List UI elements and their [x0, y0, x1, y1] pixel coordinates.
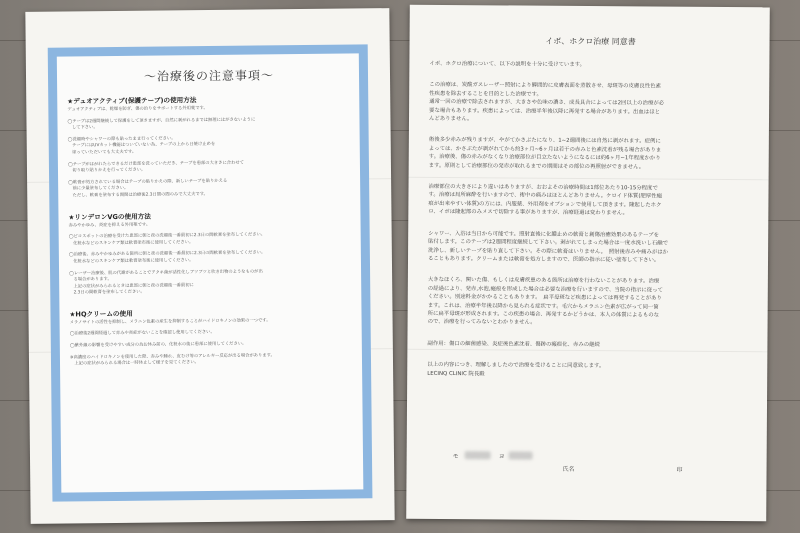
consent-line: 所に扁平母斑が形成されます。この疾患の場合、再発するかどうかは、本人の体質によるものな: [427, 310, 660, 319]
aftercare-instructions-sheet: [25, 8, 394, 524]
section-heading: ★デュオアクティブ(保護テープ)の使用方法: [67, 96, 197, 106]
instruction-line: る場合があります。: [69, 277, 112, 283]
instruction-line: 赤みやかゆみ、炎症を抑える外用薬です。: [68, 222, 151, 229]
signature-label: 氏名: [562, 465, 575, 473]
consent-line: す。治療後、傷の赤みがなくなり治療部位が目立たないようになるには約6ヶ月~1年程度かかり: [428, 154, 661, 162]
consent-line: 以上の内容につき、理解しましたので治療を受けることに同意致します。: [427, 362, 605, 370]
instruction-line: 2.3日の間軟膏を塗布してください。: [69, 289, 145, 296]
consent-line: んどありません。: [428, 115, 473, 123]
consent-line: ので、治療を行ってみないとわかりません。: [427, 319, 536, 326]
section-heading: ★HQクリームの使用: [69, 309, 133, 319]
consent-line: 痕が出来やすい体質)の方には、内服薬、外用剤をオプションで使用して頂きます。隆起したホク: [428, 200, 662, 209]
instruction-line: して下さい。: [67, 125, 98, 131]
instruction-line: 切り取り貼りかえを行ってください。: [67, 167, 146, 174]
consent-line: ください。別途料金がかかることもあります。 扁平母斑など疾患によっては再発することがあり: [427, 294, 662, 302]
instruction-line: ◯紫外線の影響を受けやすい成分の為お休み前の、化粧水の後に患部に使用してください。: [69, 341, 247, 349]
instruction-line: 前に少量塗布してください。: [68, 186, 129, 192]
instruction-line: ◯治療後2週間経過して赤みや炎症がないことを確認し使用してください。: [69, 330, 215, 337]
instruction-line: テープにはUVカット機能はついていない為、テープの上から日焼け止めを: [67, 142, 216, 149]
instruction-line: 上記の症状がみられるときは患部に朝と夜の洗顔後一番最初に: [69, 282, 194, 290]
handwritten-fragment: モ: [452, 453, 459, 461]
consent-line: 通常一回の治療で除去されますが、大きさや色味の濃さ、成長具合によっては2回以上の治療が必: [429, 99, 665, 107]
consent-line: この治療は、炭酸ガスレーザー照射により瞬間的に皮膚表面を蒸散させ、母斑等の皮膚良性色素: [429, 82, 661, 90]
consent-line: の経過により、発赤,水泡,瘢痕を形成した場合は必要な治療を行いますので、当院の指示に従って: [427, 285, 663, 294]
instruction-line: 化粧水などのスキンケア類は軟膏塗布後に使用してください。: [68, 258, 194, 265]
instruction-line: メラノサイトの活性を抑制し、メラニン色素の産生を抑制することがハイドロキノンの効果の一つです。: [69, 318, 271, 326]
consent-line: 要な場合もあります。疾患によっては、治療半年後以降に再発する場合があります。出血はほと: [429, 107, 661, 116]
instruction-line: ◯テープは2週間継続して保護をして頂きますが、自然に剥がれるまでは無理にはがさないように: [67, 117, 256, 125]
consent-line: ロ、イボは隆起部のみメスで切除する事がありますが、治療経過は変わりません。: [428, 209, 628, 217]
instruction-line: 化粧水などのスキンケア類は軟膏塗布後に使用してください。: [68, 239, 194, 247]
consent-line: 洗浄し、新しいテープを貼り直して下さい。その際に軟膏はいりません。 照射後赤みや痛みがはか: [428, 247, 669, 256]
consent-line: 貼付します。このテープは2週間程度継続して下さい。剥がれてしまった場合は一度水洗いし石鹸で: [428, 238, 669, 247]
consent-line: す。治療は局所麻酔を行いますので、術中の痛みはほとんどありません。ケロイド体質(肥厚性瘢: [428, 192, 663, 200]
instruction-line: 上記の症状がみられる場合は一時休止して様子を見てください。: [69, 360, 199, 367]
consent-title: イボ、ホクロ治療 同意書: [545, 36, 636, 47]
redacted-name: [465, 451, 491, 459]
consent-line: 大きなほくろ、関いた傷、もしくは皮膚疾患のある箇所は治療を行わないことがあります。治療: [427, 277, 660, 285]
instruction-line: ただし、軟膏を塗布する期間は治療後2.3日間の間のみで大丈夫です。: [68, 191, 208, 199]
consent-line: ます。これは、治療半年後以降から見られる症状です。毛穴からメラニン色素が広がって同一箇: [427, 302, 659, 311]
consent-line: イボ、ホクロ治療について、以下の説明を十分に受けています。: [429, 60, 586, 68]
seal-label: 印: [676, 466, 683, 474]
blue-frame: [48, 44, 373, 501]
consent-line: よっては、かさぶたが剥がれてから約3ヶ月~6ヶ月は若干の赤みと色素沈着が残る場合がありま: [428, 145, 662, 154]
consent-form-sheet: [406, 5, 770, 522]
consent-line: ます。原則として治療部位の発赤が取れるまでの期間はその部位の再照射ができません。: [428, 162, 645, 171]
consent-content: [426, 5, 752, 521]
instruction-line: ◯治療後、赤みやかゆみがある箇所に朝と夜の洗顔後一番最初に2.3日の間軟膏を塗布してください。: [68, 250, 266, 258]
aftercare-title: 〜治療後の注意事項〜: [143, 68, 275, 84]
redacted-name: [509, 451, 533, 459]
consent-line: LECINQ CLINIC 院長殿: [427, 370, 485, 377]
instruction-line: ※高濃度のハイドロキノンを使用した際、赤みや腫れ、皮むけ等のアレルギー反応が出る場合があります。: [69, 352, 275, 361]
instruction-line: 塗っていただいても大丈夫です。: [67, 149, 137, 156]
aftercare-content: [67, 62, 355, 485]
consent-line: 副作用：傷口の細菌感染、炎症後色素沈着、傷跡の瘢痕化、赤みの継続: [427, 340, 600, 348]
instruction-line: ◯テープがはがれたらできるだけ患部を洗っていただき、テープを患部の大きさに合わせて: [67, 160, 244, 168]
instruction-line: ◯ピコスポットの治療を受けた患部に朝と夜の洗顔後一番最初に2.3日の間軟膏を塗布してください。: [68, 232, 266, 240]
consent-line: ることもあります。クリームまたは軟膏を処方しますので、医師の指示に従い塗布して下さい。: [428, 255, 660, 264]
consent-line: 治療部位の大きさにより違いはありますが、おおよその治療時間は1部位あたり10-15分程度で: [428, 183, 658, 192]
section-heading: ★リンデロンVGの使用方法: [68, 212, 151, 222]
instruction-line: ◯レーザー治療後、肌の代謝があることでアクネ菌が活性化しブツブツと吹き出物のようなものが出: [69, 268, 263, 276]
consent-line: 術後多少赤みが残りますが、やがてかさぶたになり、1~2週間後には自然に剥がれます。症例に: [428, 137, 661, 145]
consent-line: シャワー、入浴は当日から可能です。照射直後に化膿止めの軟膏と創傷治癒効果のあるテープを: [428, 230, 659, 239]
spacer: [427, 378, 749, 393]
instruction-line: ◯洗顔時やシャワーの際も貼ったまま行ってください。: [67, 136, 176, 143]
handwritten-fragment: ヨ: [498, 453, 505, 461]
instruction-line: ◯軟膏が処方されている場合はテープの貼りかえの際、新しいテープを貼りかえる: [68, 178, 228, 186]
consent-line: 性疾患を除去することを目的とした治療です。: [429, 90, 542, 98]
instruction-line: デュオアクティブは、乾燥を防ぎ、傷の治りをサポートする外用薬です。: [67, 106, 208, 113]
